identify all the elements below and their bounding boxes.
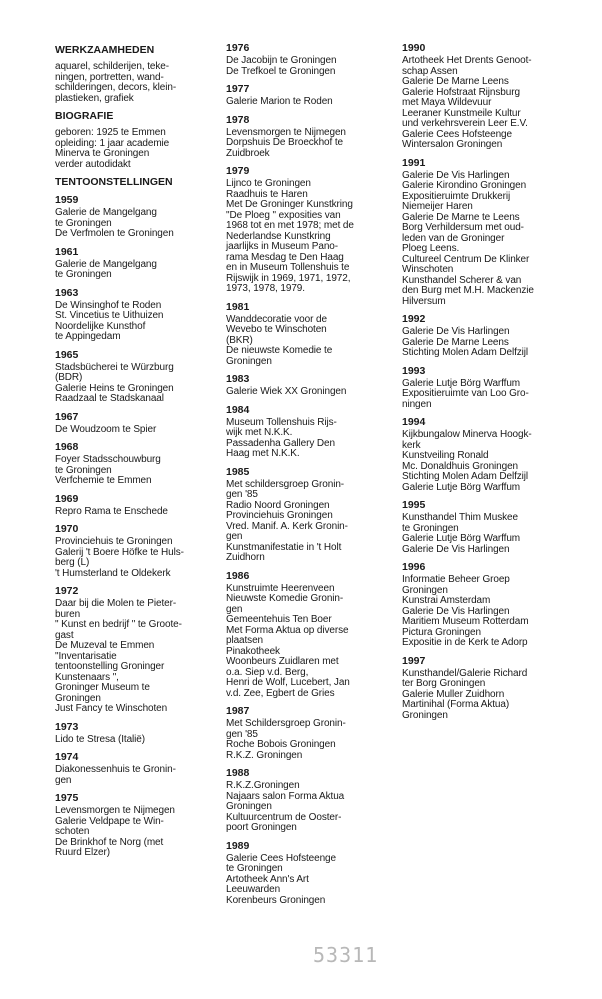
entry-line: Kijkbungalow Minerva Hoogk- [402, 429, 532, 440]
entry-line: De Jacobijn te Groningen [226, 55, 337, 66]
entry-line: Kunsthandel Scherer & van [402, 274, 522, 286]
column-right [402, 42, 552, 727]
year-heading: 1993 [402, 364, 426, 377]
entry-line: Ploeg Leens. [402, 243, 460, 254]
entry-line: Informatie Beheer Groep [402, 574, 510, 585]
section-1984 [226, 404, 378, 460]
entry-line: "Inventarisatie [55, 650, 117, 662]
entry-line: Najaars salon Forma Aktua [226, 790, 345, 802]
entry-line: Expositie in de Kerk te Adorp [402, 637, 528, 648]
entry-line: gen [55, 774, 72, 786]
entry-line: Kunstveiling Ronald [402, 450, 489, 461]
entry-line: Kunstmanifestatie in 't Holt [226, 541, 342, 553]
entry-line: Korenbeurs Groningen [226, 894, 326, 906]
section-1988 [226, 767, 378, 834]
section-heading: BIOGRAFIE [55, 110, 114, 122]
entry-line: De Trefkoel te Groningen [226, 65, 336, 77]
entry-line: Stichting Molen Adam Delfzijl [402, 347, 529, 358]
section-biografie [55, 110, 205, 170]
entry-line: Galerie Cees Hofsteenge [402, 128, 512, 140]
entry-line: gen [226, 603, 243, 615]
year-heading: 1990 [402, 42, 426, 54]
entry-line: Expositieruimte van Loo Gro- [402, 388, 529, 399]
entry-line: Leeuwarden [226, 884, 281, 895]
entry-line: Borg Verhildersum met oud- [402, 222, 524, 233]
entry-line: Galerie Lutje Börg Warffum [402, 533, 521, 544]
entry-line: te Groningen [55, 217, 112, 229]
entry-line: wijk met N.K.K. [226, 427, 293, 438]
entry-line: Noordelijke Kunsthof [55, 320, 146, 332]
section-1989 [226, 840, 378, 907]
entry-line: Galerie De Marne te Leens [402, 211, 520, 223]
entry-line: gast [55, 629, 74, 641]
year-heading: 1987 [226, 705, 250, 717]
year-heading: 1967 [55, 410, 79, 423]
entry-line: Galerie De Vis Harlingen [402, 169, 510, 181]
year-heading: 1969 [55, 492, 79, 505]
entry-line: plastieken, grafiek [55, 92, 134, 104]
entry-line: ter Borg Groningen [402, 678, 486, 689]
entry-line: Raadhuis te Haren [226, 188, 308, 200]
entry-line: Niemeijer Haren [402, 201, 473, 212]
entry-line: te Groningen [402, 522, 459, 534]
entry-line: Rijswijk in 1969, 1971, 1972, [226, 272, 351, 284]
entry-line: Galerie Lutje Börg Warffum [402, 377, 521, 389]
year-heading: 1968 [55, 441, 79, 453]
entry-line: 't Humsterland te Oldekerk [55, 567, 171, 579]
section-1996 [402, 561, 552, 649]
entry-line: ningen, portretten, wand- [55, 71, 164, 83]
entry-line: Galerie Heins te Groningen [55, 382, 174, 394]
section-heading: WERKZAAMHEDEN [55, 44, 155, 56]
section-1970 [55, 523, 205, 579]
entry-line: Winschoten [402, 264, 454, 275]
entry-line: ningen [402, 398, 432, 410]
entry-line: R.K.Z.Groningen [226, 780, 300, 791]
entry-line: Kunstrai Amsterdam [402, 595, 491, 606]
entry-line: opleiding: 1 jaar academie [55, 137, 170, 149]
entry-line: Roche Bobois Groningen [226, 739, 336, 750]
section-werkzaamheden [55, 44, 205, 104]
entry-line: Galerie Cees Hofsteenge [226, 852, 336, 864]
entry-line: Martinihal (Forma Aktua) [402, 699, 510, 710]
entry-line: Henri de Wolf, Lucebert, Jan [226, 677, 350, 688]
entry-line: Wanddecoratie voor de [226, 313, 327, 325]
section-1977 [226, 83, 378, 108]
entry-line: Wevebo te Winschoten [226, 324, 327, 335]
entry-line: Levensmorgen te Nijmegen [55, 805, 175, 816]
entry-line: te Appingedam [55, 331, 121, 342]
entry-line: Galerie de Mangelgang [55, 207, 157, 218]
entry-line: Pictura Groningen [402, 626, 481, 638]
year-heading: 1986 [226, 569, 250, 582]
entry-line: Verfchemie te Emmen [55, 475, 152, 486]
entry-line: verder autodidakt [55, 158, 131, 170]
entry-line: Pinakotheek [226, 645, 280, 657]
entry-line: (BDR) [55, 372, 83, 383]
year-heading: 1977 [226, 83, 250, 95]
entry-line: Ruurd Elzer) [55, 847, 110, 858]
year-heading: 1981 [226, 300, 250, 313]
entry-line: Groningen [226, 355, 272, 367]
section-tentoonstellingen [55, 176, 205, 188]
entry-line: Provinciehuis Groningen [226, 510, 333, 521]
year-heading: 1959 [55, 194, 79, 206]
section-1981 [226, 301, 378, 368]
entry-line: Galerie Muller Zuidhorn [402, 688, 505, 700]
entry-line: geboren: 1925 te Emmen [55, 127, 166, 138]
year-heading: 1978 [226, 113, 250, 126]
section-1963 [55, 287, 205, 343]
entry-line: Galerie Wiek XX Groningen [226, 386, 347, 397]
entry-line: en in Museum Tollenshuis te [226, 262, 350, 273]
entry-line: und verkehrsverein Leer E.V. [402, 118, 528, 129]
entry-line: schoten [55, 826, 90, 837]
entry-line: Leeraner Kunstmeile Kultur [402, 107, 521, 119]
entry-line: Zuidbroek [226, 147, 270, 159]
entry-line: Kunsthandel/Galerie Richard [402, 667, 528, 679]
section-1959 [55, 194, 205, 240]
section-1968 [55, 441, 205, 487]
year-heading: 1961 [55, 245, 79, 258]
entry-line: Groningen [226, 801, 272, 812]
entry-line: jaarlijks in Museum Pano- [226, 241, 338, 252]
year-heading: 1995 [402, 499, 426, 511]
entry-line: Passadenha Gallery Den [226, 437, 335, 449]
entry-line: Met Forma Aktua op diverse [226, 624, 349, 636]
entry-line: te Groningen [55, 269, 112, 280]
section-1974 [55, 751, 205, 786]
year-heading: 1989 [226, 839, 250, 852]
section-1965 [55, 349, 205, 405]
year-heading: 1992 [402, 313, 426, 325]
entry-line: Galerie Marion te Roden [226, 96, 333, 107]
entry-line: Galerie Kirondino Groningen [402, 180, 527, 191]
entry-line: te Groningen [226, 863, 283, 874]
entry-line: 1968 tot en met 1978; met de [226, 220, 354, 231]
year-heading: 1973 [55, 720, 79, 733]
entry-line: Hilversum [402, 295, 446, 307]
entry-line: Daar bij die Molen te Pieter- [55, 598, 177, 609]
year-heading: 1994 [402, 416, 426, 428]
entry-line: Gemeentehuis Ten Boer [226, 614, 332, 625]
year-heading: 1985 [226, 465, 250, 478]
entry-line: te Groningen [55, 464, 112, 476]
entry-line: Diakonessenhuis te Gronin- [55, 764, 176, 775]
entry-line: Haag met N.K.K. [226, 448, 300, 459]
entry-line: Wintersalon Groningen [402, 139, 503, 150]
entry-line: Woonbeurs Zuidlaren met [226, 656, 339, 667]
year-heading: 1963 [55, 286, 79, 299]
entry-line: Artotheek Ann's Art [226, 873, 309, 885]
entry-line: Vred. Manif. A. Kerk Gronin- [226, 520, 348, 532]
entry-line: Levensmorgen te Nijmegen [226, 126, 346, 138]
year-heading: 1988 [226, 767, 250, 779]
year-heading: 1965 [55, 348, 79, 361]
entry-line: Repro Rama te Enschede [55, 505, 168, 517]
entry-line: Just Fancy te Winschoten [55, 703, 168, 714]
entry-line: Mc. Donaldhuis Groningen [402, 460, 518, 472]
year-heading: 1983 [226, 373, 250, 385]
year-heading: 1970 [55, 523, 79, 535]
entry-line: Kunsthandel Thim Muskee [402, 512, 518, 523]
year-heading: 1984 [226, 403, 250, 416]
section-1967 [55, 411, 205, 436]
entry-line: Groninger Museum te [55, 682, 150, 693]
entry-line: Raadzaal te Stadskanaal [55, 393, 164, 404]
section-1983 [226, 373, 378, 398]
entry-line: "De Ploeg " exposities van [226, 209, 341, 221]
entry-line: tentoonstelling Groninger [55, 661, 165, 672]
entry-line: Galerie De Marne Leens [402, 336, 509, 348]
catalog-number-stamp: 53311 [313, 943, 379, 967]
entry-line: Met Schildersgroep Gronin- [226, 718, 346, 729]
entry-line: Minerva te Groningen [55, 148, 150, 159]
entry-line: Galerij 't Boere Höfke te Huls- [55, 546, 184, 558]
entry-line: Lido te Stresa (Italië) [55, 733, 145, 745]
entry-line: De Woudzoom te Spier [55, 423, 157, 435]
entry-line: Galerie De Vis Harlingen [402, 326, 510, 337]
year-heading: 1975 [55, 792, 79, 804]
entry-line: De Muzeval te Emmen [55, 640, 155, 651]
section-1993 [402, 365, 552, 411]
section-1992 [402, 313, 552, 359]
entry-line: De Brinkhof te Norg (met [55, 836, 164, 848]
entry-line: Lijnco te Groningen [226, 178, 311, 189]
entry-line: Groningen [55, 692, 101, 704]
column-left [55, 42, 205, 865]
entry-line: plaatsen [226, 635, 264, 646]
entry-line: Kunstruimte Heerenveen [226, 582, 335, 594]
entry-line: Galerie de Mangelgang [55, 258, 157, 270]
entry-line: Artotheek Het Drents Genoot- [402, 55, 532, 66]
entry-line: 1973, 1978, 1979. [226, 283, 305, 294]
entry-line: Stadsbücherei te Würzburg [55, 361, 174, 373]
section-1987 [226, 705, 378, 761]
section-1976 [226, 42, 378, 77]
section-1985 [226, 466, 378, 564]
year-heading: 1976 [226, 42, 250, 54]
entry-line: v.d. Zee, Egbert de Gries [226, 687, 335, 699]
entry-line: den Burg met M.H. Mackenzie [402, 285, 534, 296]
entry-line: Stichting Molen Adam Delfzijl [402, 471, 529, 482]
entry-line: Groningen [402, 709, 448, 721]
entry-line: Galerie Hofstraat Rijnsburg [402, 86, 520, 98]
entry-line: St. Vincetius te Uithuizen [55, 310, 164, 321]
entry-line: schap Assen [402, 65, 458, 77]
entry-line: De nieuwste Komedie te [226, 345, 333, 356]
section-1972 [55, 585, 205, 715]
entry-line: Met schildersgroep Gronin- [226, 478, 345, 490]
entry-line: Foyer Stadsschouwburg [55, 454, 161, 465]
section-1973 [55, 721, 205, 746]
entry-line: gen '85 [226, 728, 258, 740]
section-1995 [402, 499, 552, 555]
entry-line: Cultureel Centrum De Klinker [402, 253, 530, 265]
year-heading: 1991 [402, 156, 426, 169]
section-1997 [402, 655, 552, 722]
section-1990 [402, 42, 552, 151]
entry-line: Maritiem Museum Rotterdam [402, 616, 529, 627]
entry-line: Nederlandse Kunstkring [226, 230, 331, 242]
section-1975 [55, 792, 205, 859]
section-1969 [55, 493, 205, 518]
entry-line: Dorpshuis De Broeckhof te [226, 137, 344, 148]
entry-line: Galerie De Vis Harlingen [402, 605, 510, 617]
year-heading: 1996 [402, 561, 426, 573]
entry-line: leden van de Groninger [402, 232, 505, 244]
section-1994 [402, 416, 552, 493]
entry-line: De Verfmolen te Groningen [55, 228, 174, 239]
entry-line: Galerie De Vis Harlingen [402, 543, 510, 555]
section-1978 [226, 114, 378, 160]
entry-line: Galerie Veldpape te Win- [55, 815, 164, 827]
entry-line: rama Mesdag te Den Haag [226, 251, 344, 263]
year-heading: 1979 [226, 165, 250, 177]
column-middle [226, 42, 378, 912]
entry-line: " Kunst en bedrijf " te Groote- [55, 619, 182, 630]
year-heading: 1972 [55, 585, 79, 597]
entry-line: Galerie De Marne Leens [402, 76, 509, 87]
entry-line: Provinciehuis te Groningen [55, 536, 173, 547]
entry-line: De Winsinghof te Roden [55, 299, 162, 311]
entry-line: gen '85 [226, 489, 258, 500]
entry-line: Kultuurcentrum de Ooster- [226, 811, 342, 823]
entry-line: berg (L) [55, 557, 90, 568]
section-1979 [226, 165, 378, 295]
entry-line: met Maya Wildevuur [402, 97, 492, 108]
entry-line: Expositieruimte Drukkerij [402, 190, 511, 202]
entry-line: Nieuwste Komedie Gronin- [226, 593, 344, 604]
entry-line: buren [55, 608, 81, 620]
entry-line: poort Groningen [226, 822, 297, 833]
section-heading: TENTOONSTELLINGEN [55, 176, 173, 188]
entry-line: R.K.Z. Groningen [226, 749, 303, 761]
entry-line: Kunstenaars ", [55, 671, 119, 683]
section-1991 [402, 157, 552, 308]
entry-line: kerk [402, 439, 421, 451]
entry-line: Groningen [402, 584, 448, 596]
section-1986 [226, 570, 378, 700]
entry-line: (BKR) [226, 334, 253, 346]
entry-line: o.a. Siep v.d. Berg, [226, 666, 309, 678]
year-heading: 1997 [402, 654, 426, 667]
entry-line: Met De Groninger Kunstkring [226, 199, 353, 210]
year-heading: 1974 [55, 751, 79, 763]
entry-line: aquarel, schilderijen, teke- [55, 61, 169, 72]
section-1961 [55, 246, 205, 281]
entry-line: Galerie Lutje Börg Warffum [402, 481, 521, 493]
entry-line: schilderingen, decors, klein- [55, 82, 177, 93]
entry-line: Radio Noord Groningen [226, 499, 330, 511]
entry-line: gen [226, 531, 243, 542]
entry-line: Zuidhorn [226, 552, 265, 563]
entry-line: Museum Tollenshuis Rijs- [226, 416, 337, 428]
